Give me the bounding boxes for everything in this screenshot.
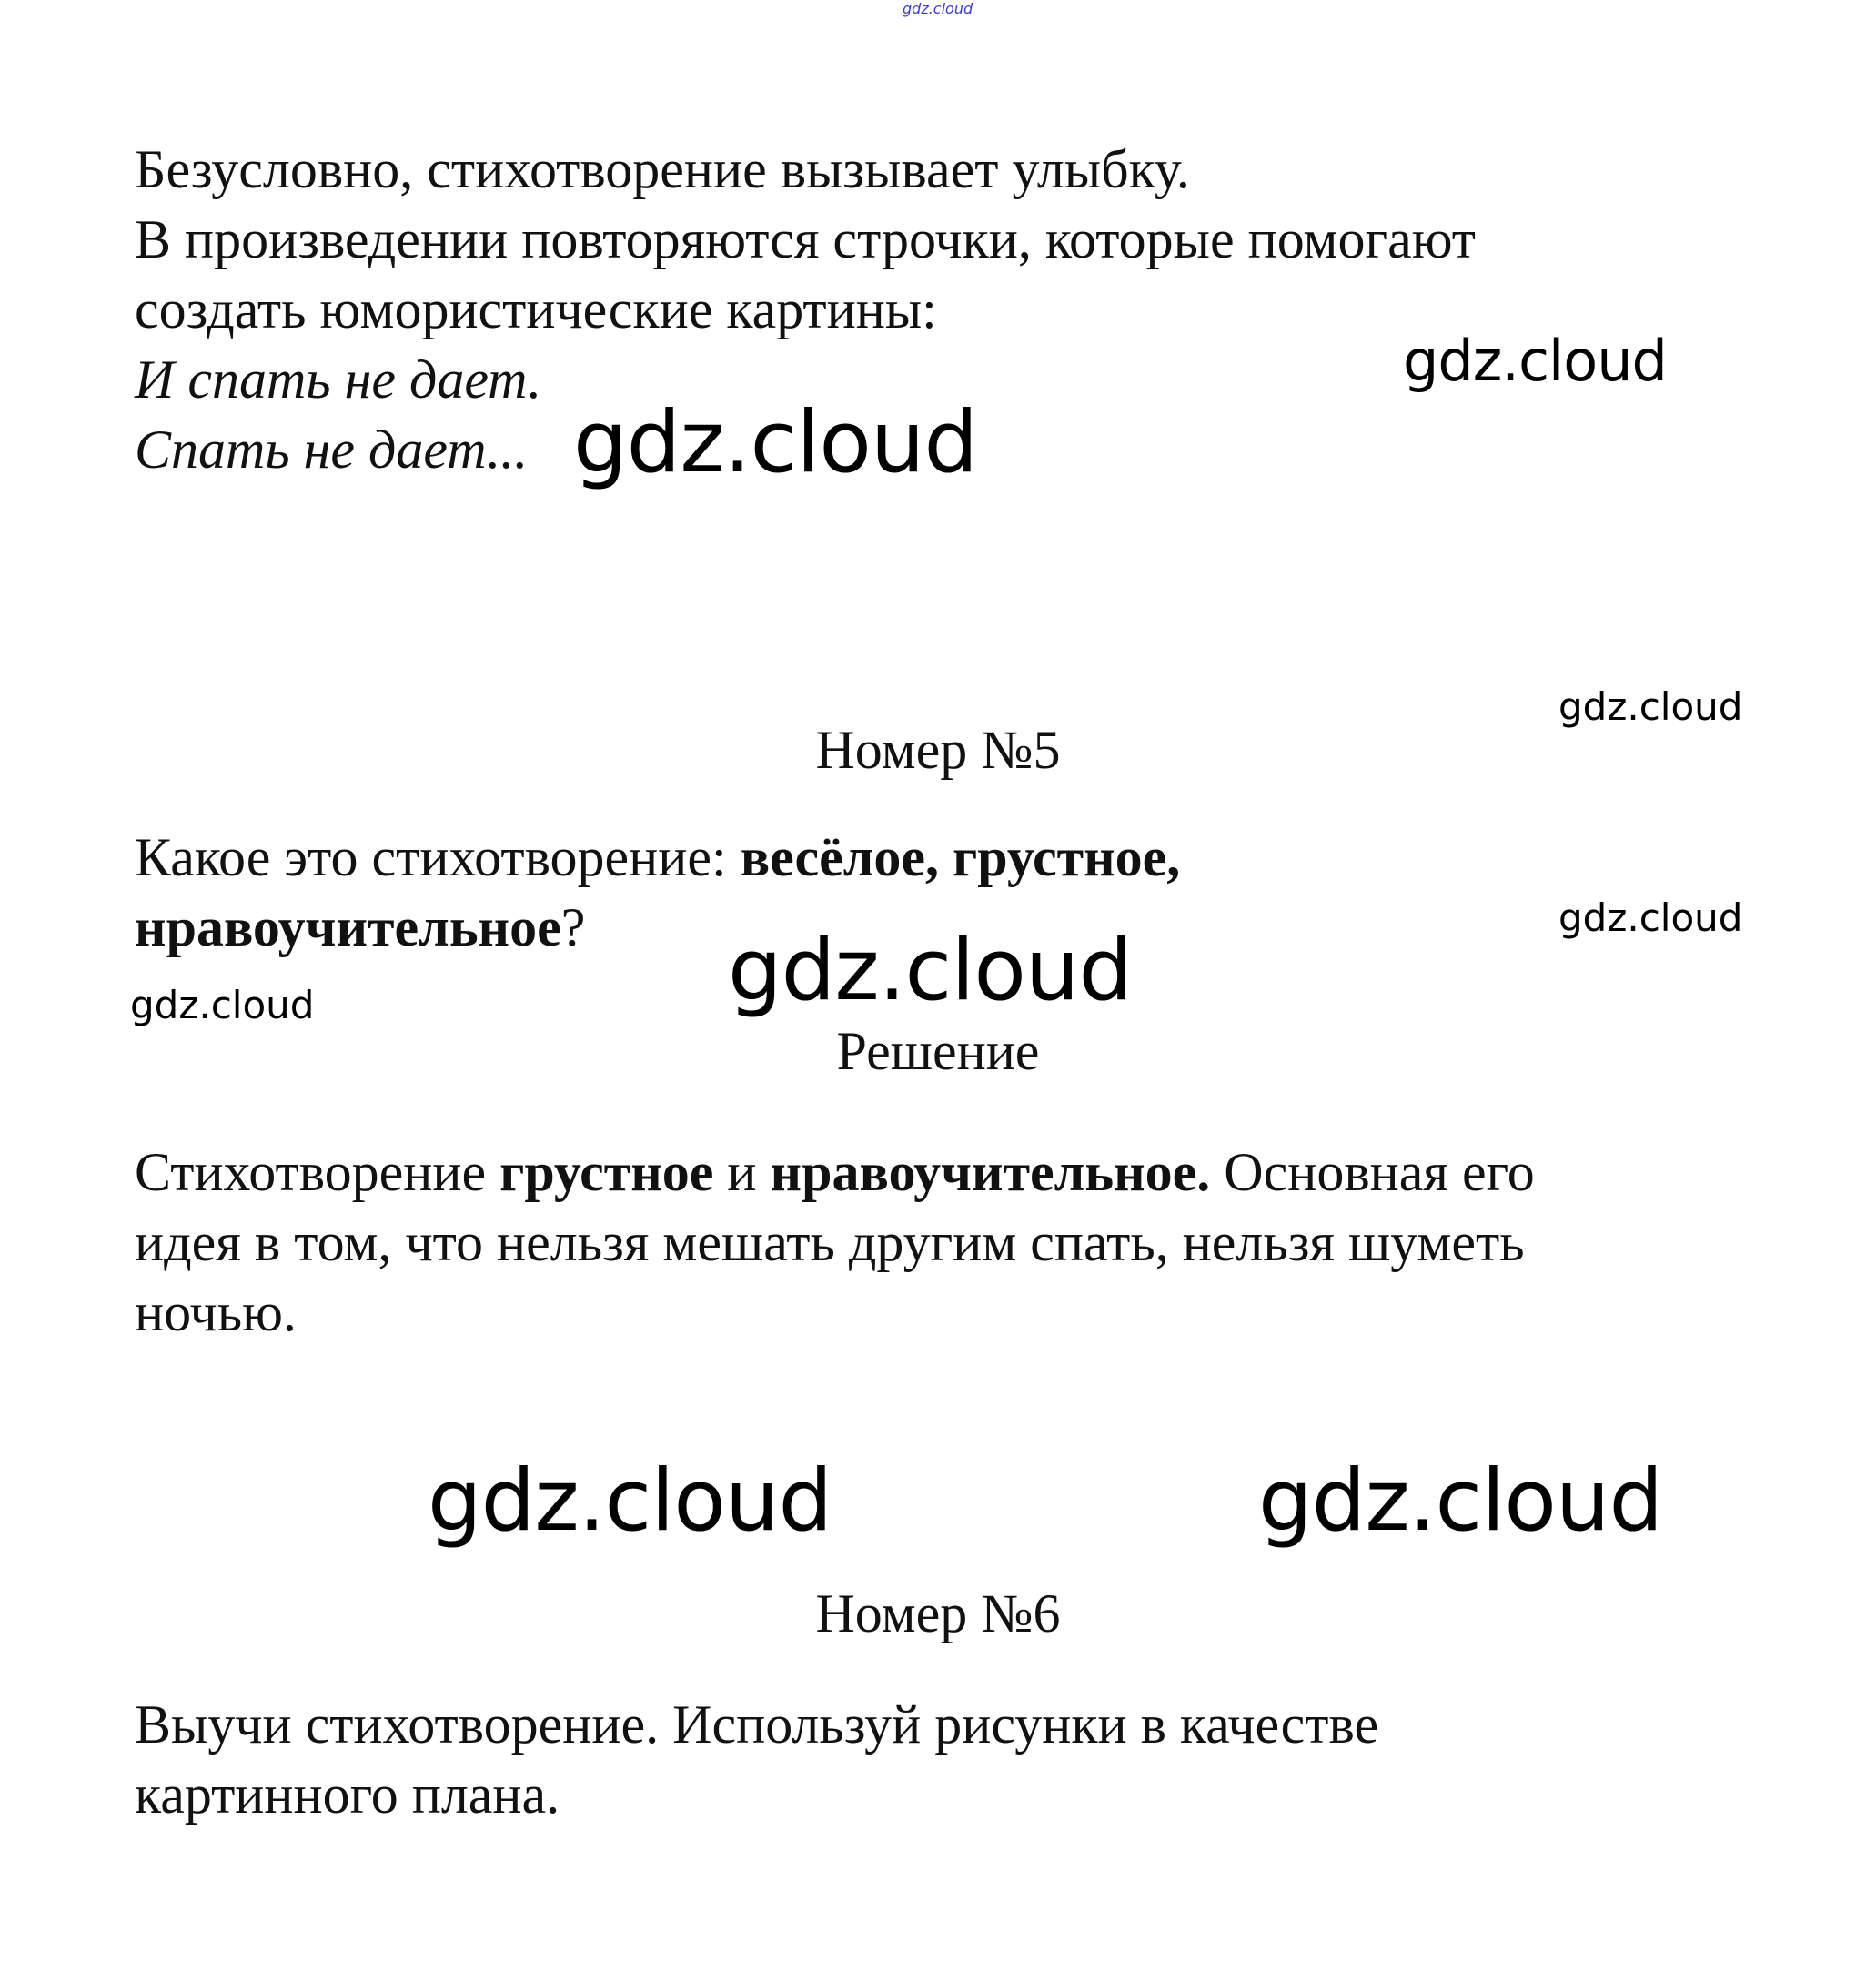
solution-heading: Решение: [836, 1021, 1040, 1081]
quote-line-1: И спать не дает.: [135, 349, 542, 410]
watermark: gdz.cloud: [1403, 328, 1667, 394]
answer-line-3: ночью.: [135, 1282, 297, 1342]
watermark: gdz.cloud: [428, 1451, 832, 1551]
intro-line-3: создать юмористические картины:: [135, 279, 937, 339]
intro-line-2: В произведении повторяются строчки, которые помогают: [135, 209, 1477, 269]
header-watermark: gdz.cloud: [903, 0, 973, 17]
answer-bold-2: нравоучительное.: [770, 1142, 1211, 1202]
answer-bold-1: грустное: [499, 1142, 714, 1202]
watermark: gdz.cloud: [130, 983, 315, 1027]
question-prefix: Какое это стихотворение:: [135, 827, 741, 887]
watermark: gdz.cloud: [1558, 684, 1743, 729]
task-6-line-2: картинного плана.: [135, 1765, 560, 1825]
question-options-2: нравоучительное: [135, 897, 561, 957]
watermark: gdz.cloud: [728, 921, 1133, 1020]
answer-line-2: идея в том, что нельзя мешать другим спать, нельзя шуметь: [135, 1212, 1525, 1272]
intro-line-1: Безусловно, стихотворение вызывает улыбку.: [135, 139, 1190, 199]
question-options-1: весёлое, грустное,: [740, 827, 1181, 887]
watermark: gdz.cloud: [1558, 895, 1743, 940]
quote-line-2: Спать не дает...: [135, 420, 529, 480]
task-6-heading: Номер №6: [815, 1583, 1061, 1643]
answer-mid: и: [713, 1142, 771, 1202]
task-6-text: [135, 1690, 1736, 1830]
watermark: gdz.cloud: [573, 393, 978, 492]
task-5-answer: [135, 1138, 1736, 1348]
question-suffix: ?: [560, 897, 586, 957]
answer-rest: Основная его: [1210, 1142, 1535, 1202]
watermark: gdz.cloud: [1258, 1451, 1663, 1551]
task-6-line-1: Выучи стихотворение. Используй рисунки в качестве: [135, 1694, 1379, 1755]
task-5-heading: Номер №5: [815, 720, 1061, 780]
answer-prefix: Стихотворение: [135, 1142, 500, 1202]
